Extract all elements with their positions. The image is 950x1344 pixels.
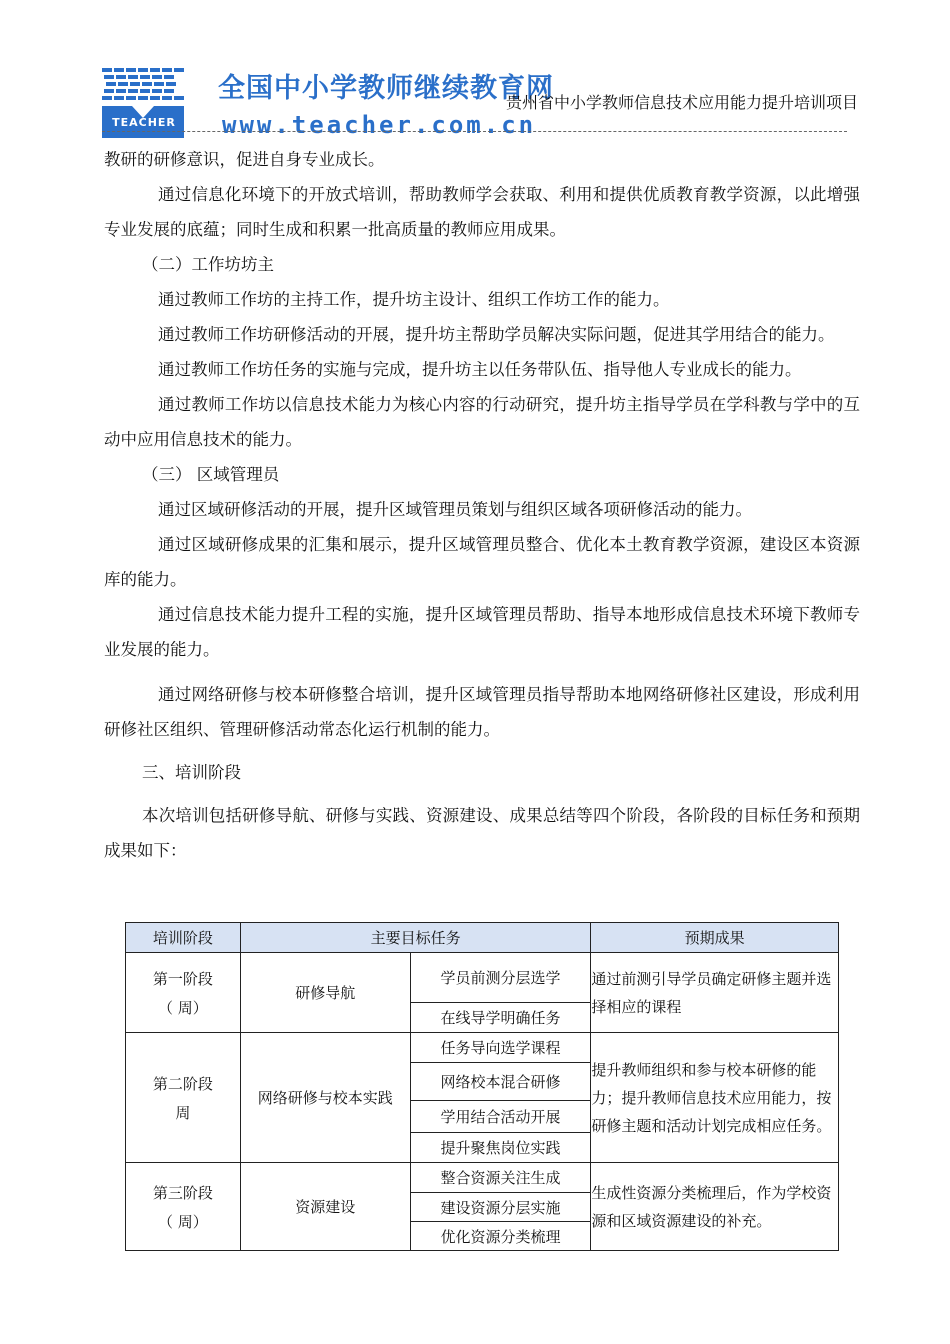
stage-name: 第一阶段 [152,969,213,988]
paragraph: 通过教师工作坊研修活动的开展，提升坊主帮助学员解决实际问题，促进其学用结合的能力。 [158,325,835,344]
subheading: （二）工作坊坊主 [142,255,274,274]
paragraph: 通过教师工作坊任务的实施与完成，提升坊主以任务带队伍、指导他人专业成长的能力。 [158,360,802,379]
theme-cell: 资源建设 [240,1163,410,1251]
table-row [126,1033,839,1063]
project-title: 贵州省中小学教师信息技术应用能力提升培训项目 [505,93,858,112]
stage-cell [126,1033,241,1163]
stage-name: 第二阶段 [152,1074,213,1093]
logo-text: TEACHER [112,116,176,129]
task-cell: 优化资源分类梳理 [410,1222,591,1251]
theme-cell: 研修导航 [240,953,410,1033]
task-cell: 整合资源关注生成 [410,1163,591,1193]
table-header-row [126,923,839,953]
paragraph: 通过教师工作坊以信息技术能力为核心内容的行动研究，提升坊主指导学员在学科教与学中的互动中应用信息技术的能力。 [104,395,860,449]
task-cell: 学员前测分层选学 [410,953,591,1003]
paragraph: 本次培训包括研修导航、研修与实践、资源建设、成果总结等四个阶段，各阶段的目标任务和预期成果如下： [104,806,860,860]
header-tasks: 主要目标任务 [240,923,590,953]
subheading: （三） 区域管理员 [142,465,280,484]
task-cell: 学用结合活动开展 [410,1101,591,1133]
paragraph: 教研的研修意识，促进自身专业成长。 [104,150,385,169]
paragraph: 通过区域研修活动的开展，提升区域管理员策划与组织区域各项研修活动的能力。 [158,500,752,519]
outcome-cell: 提升教师组织和参与校本研修的能力；提升教师信息技术应用能力，按研修主题和活动计划完成相应任务。 [591,1033,839,1163]
table-row [126,953,839,1003]
header-outcome: 预期成果 [591,923,839,953]
site-url: www.teacher.com.cn [222,111,537,139]
header-divider [102,131,847,132]
page-header [0,0,950,140]
site-title: 全国中小学教师继续教育网 [218,73,554,104]
paragraph: 通过信息技术能力提升工程的实施，提升区域管理员帮助、指导本地形成信息技术环境下教师专业发展的能力。 [104,605,860,659]
task-cell: 网络校本混合研修 [410,1063,591,1101]
stage-duration: （ 周） [158,998,208,1017]
outcome-cell: 通过前测引导学员确定研修主题并选择相应的课程 [591,953,839,1033]
stage-duration: （ 周） [158,1212,208,1231]
table-row [126,1163,839,1193]
document-body [104,142,860,868]
stage-cell [126,953,241,1033]
stage-name: 第三阶段 [152,1183,213,1202]
task-cell: 在线导学明确任务 [410,1003,591,1033]
task-cell: 建设资源分层实施 [410,1193,591,1222]
theme-cell: 网络研修与校本实践 [240,1033,410,1163]
stage-duration: 周 [175,1103,191,1122]
paragraph: 通过信息化环境下的开放式培训，帮助教师学会获取、利用和提供优质教育教学资源，以此增强专业发展的底蕴；同时生成和积累一批高质量的教师应用成果。 [104,185,860,239]
training-stages-table [125,922,839,1251]
outcome-cell: 生成性资源分类梳理后，作为学校资源和区域资源建设的补充。 [591,1163,839,1251]
task-cell: 任务导向选学课程 [410,1033,591,1063]
section-heading: 三、培训阶段 [142,763,241,782]
header-stage: 培训阶段 [126,923,241,953]
paragraph: 通过网络研修与校本研修整合培训，提升区域管理员指导帮助本地网络研修社区建设，形成利用研修社区组织、管理研修活动常态化运行机制的能力。 [104,685,860,739]
stage-cell [126,1163,241,1251]
task-cell: 提升聚焦岗位实践 [410,1133,591,1163]
paragraph: 通过教师工作坊的主持工作，提升坊主设计、组织工作坊工作的能力。 [158,290,670,309]
paragraph: 通过区域研修成果的汇集和展示，提升区域管理员整合、优化本土教育教学资源，建设区本资源库的能力。 [104,535,860,589]
